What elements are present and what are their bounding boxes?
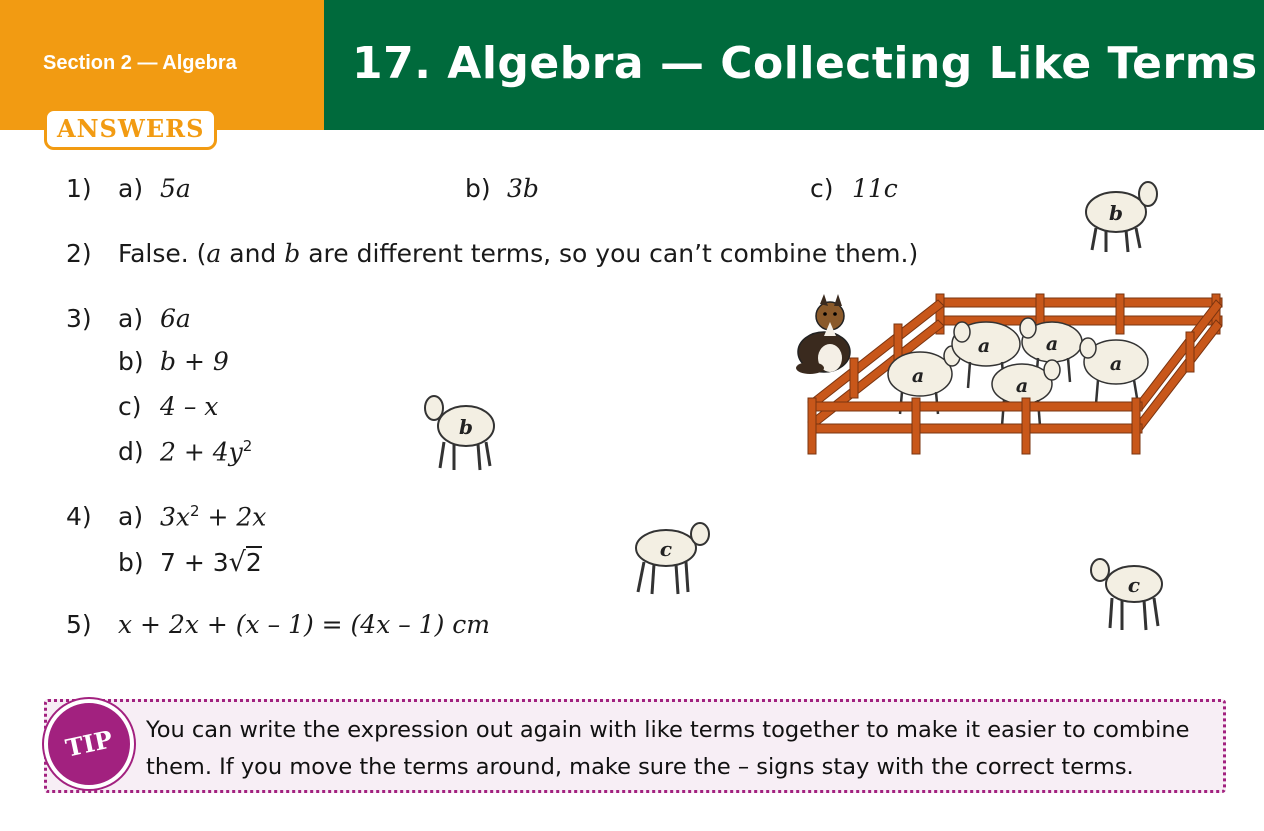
sheep-letter: a — [1109, 353, 1123, 375]
sheep-c-icon — [630, 520, 712, 598]
question-number: 2) — [66, 239, 92, 268]
part-label: a) — [118, 174, 144, 203]
answer-3d — [118, 437, 252, 466]
section-label: Section 2 — Algebra — [43, 52, 237, 74]
answer-value: 7 + 3 — [160, 548, 229, 577]
question-number: 5) — [66, 610, 92, 639]
question-number: 3) — [66, 304, 92, 333]
part-label: b) — [118, 548, 144, 577]
sheep-letter: a — [1045, 333, 1059, 355]
answer-4a — [66, 502, 266, 531]
answer-1c — [810, 174, 898, 203]
sqrt-icon: √ — [228, 547, 246, 578]
part-label: d) — [118, 437, 144, 467]
tip-line: You can write the expression out again with like terms together to make it easier to combine — [146, 717, 1190, 743]
tip-text — [146, 712, 1216, 786]
question-number: 1) — [66, 174, 92, 203]
answer-value: 3x — [160, 502, 191, 532]
part-label: b) — [118, 347, 144, 376]
sheep-b-icon — [1080, 176, 1160, 254]
answer-5 — [66, 610, 490, 639]
math-term: a — [206, 239, 222, 268]
part-label: c) — [810, 174, 834, 203]
answer-value: 4 – x — [160, 392, 219, 421]
sheep-b-icon — [422, 392, 500, 472]
answers-badge: ANSWERS — [44, 108, 217, 150]
dog-icon — [796, 294, 850, 374]
answer-text: are different terms, so you can’t combine them.) — [300, 239, 919, 268]
answer-3c — [118, 392, 218, 421]
title-banner — [324, 0, 1264, 130]
sheep-letter: b — [1109, 201, 1123, 225]
answer-value: 11c — [852, 174, 898, 203]
tip-label: TIP — [62, 724, 116, 763]
question-number: 4) — [66, 502, 92, 532]
sheep-letter: a — [1015, 375, 1029, 397]
part-label: c) — [118, 392, 142, 421]
answer-3b — [118, 347, 229, 376]
tip-line: them. If you move the terms around, make sure the – signs stay with the correct terms. — [146, 754, 1134, 780]
answer-value: 5a — [160, 174, 191, 203]
radicand: 2 — [245, 548, 262, 577]
sheep-letter: c — [1127, 573, 1141, 597]
part-label: a) — [118, 304, 144, 333]
answer-value: 6a — [160, 304, 191, 333]
answer-value: 3b — [507, 174, 539, 203]
sheep-letter: c — [659, 537, 673, 561]
answer-1 — [66, 174, 191, 203]
part-label: a) — [118, 502, 144, 532]
part-label: b) — [465, 174, 491, 203]
answer-value: x + 2x + (x – 1) = (4x – 1) cm — [118, 610, 490, 639]
tip-badge — [44, 699, 134, 789]
answer-value: b + 9 — [160, 347, 229, 376]
sheep-c-icon — [1088, 556, 1168, 632]
answer-2 — [66, 239, 918, 268]
sheep-pen-illustration — [790, 292, 1226, 464]
sheep-letter: a — [911, 365, 925, 387]
page-title: 17. Algebra — Collecting Like Terms — [352, 38, 1258, 89]
answer-3a — [66, 304, 191, 333]
sheep-letter: b — [459, 415, 473, 439]
exponent: 2 — [242, 437, 253, 455]
answer-value: + 2x — [199, 502, 267, 532]
exponent: 2 — [190, 502, 200, 520]
answer-text: and — [221, 239, 285, 268]
answer-text: False. ( — [118, 239, 207, 268]
sheep-letter: a — [977, 335, 991, 357]
answer-value: 2 + 4y — [160, 437, 243, 467]
answer-1b — [465, 174, 539, 203]
answer-4b — [118, 547, 262, 578]
math-term: b — [284, 239, 301, 268]
